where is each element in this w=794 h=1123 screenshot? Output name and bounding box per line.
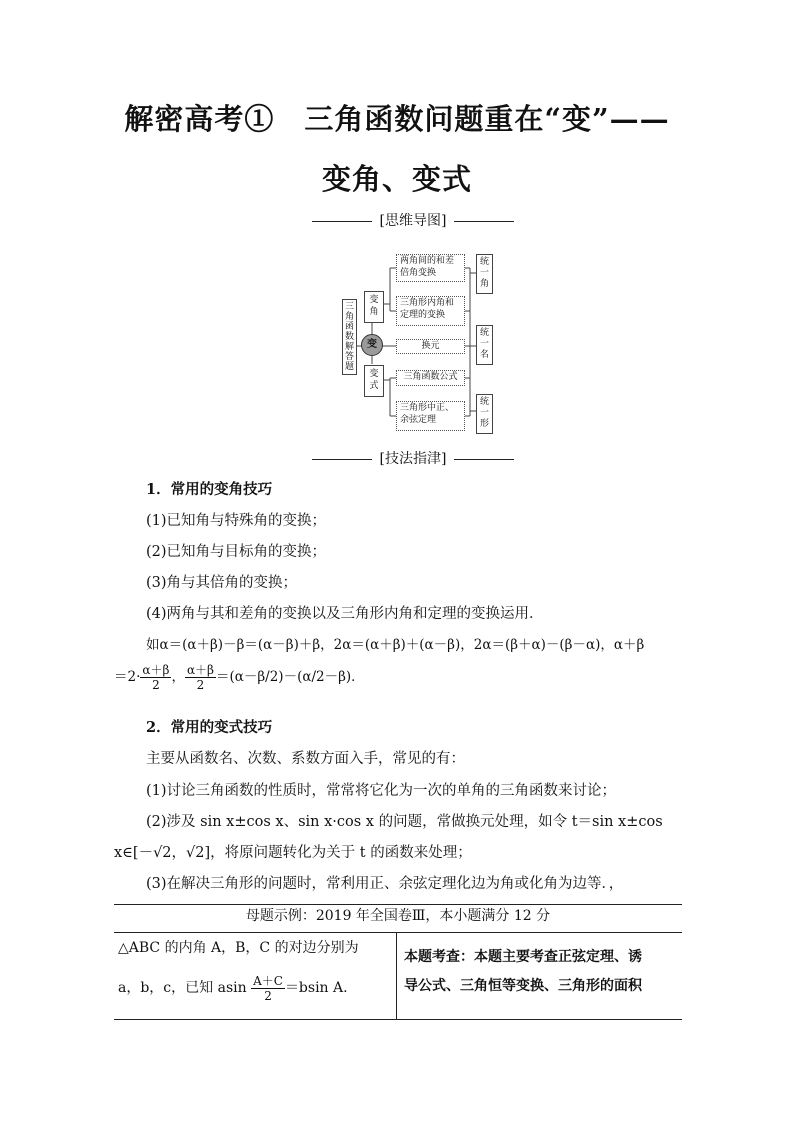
heading-angle-techniques: 1．常用的变角技巧 — [146, 481, 273, 498]
mind-map-node-substitution: 换元 — [396, 339, 465, 354]
section-techniques-label: [技法指津] — [379, 451, 447, 467]
mind-map-bian-jiao: 变 角 — [364, 291, 384, 323]
table-right-line1: 本题考查：本题主要考查正弦定理、诱 — [404, 949, 642, 965]
paragraph: (2)已知角与目标角的变换； — [146, 544, 327, 560]
table-left-line1: △ABC 的内角 A，B，C 的对边分别为 — [118, 940, 359, 956]
paragraph: (4)两角与其和差角的变换以及三角形内角和定理的变换运用． — [146, 606, 544, 622]
mind-map-root: 三 角 函 数 解 答 题 — [342, 299, 357, 375]
table-left-line2: a，b，c，已知 asin $\frac{A+C}{2}$ ＝bsin A. — [118, 973, 348, 1003]
mind-map-unify-angle: 统 一 角 — [476, 254, 493, 294]
paragraph: x∈[－√2，√2]，将原问题转化为关于 t 的函数来处理； — [114, 845, 472, 861]
section-mindmap-header — [312, 212, 514, 232]
heading-form-techniques: 2．常用的变式技巧 — [146, 719, 273, 736]
table-divider — [396, 932, 397, 1019]
mind-map-node-sine-cosine-law: 三角形中正、 余弦定理 — [396, 401, 465, 431]
table-header: 母题示例：2019 年全国卷Ⅲ，本小题满分 12 分 — [245, 908, 551, 924]
mind-map-node-sum-diff: 两角间的和差 倍角变换 — [396, 254, 465, 282]
paragraph: (3)角与其倍角的变换； — [146, 575, 298, 591]
paragraph: (3)在解决三角形的问题时，常利用正、余弦定理化边为角或化角为边等．， — [146, 876, 624, 892]
page-title-line1: 解密高考① 三角函数问题重在“变”—— — [124, 102, 670, 136]
mind-map-center: 变 — [361, 334, 383, 356]
paragraph: (1)已知角与特殊角的变换； — [146, 513, 327, 529]
formula-line: 如α＝(α＋β)－β＝(α－β)＋β，2α＝(α＋β)＋(α－β)，2α＝(β＋α)－(β－α)，α＋β — [146, 637, 645, 653]
paragraph: (2)涉及 sin x±cos x、sin x·cos x 的问题，常做换元处理，如令 t＝sin x±cos — [146, 814, 663, 830]
mind-map-unify-name: 统 一 名 — [476, 325, 493, 365]
section-mindmap-label: [思维导图] — [379, 213, 447, 229]
mind-map-node-trig-formula: 三角函数公式 — [396, 370, 465, 386]
table-bottom-border — [114, 1019, 682, 1020]
mind-map-bian-shi: 变 式 — [364, 365, 384, 397]
section-techniques-header — [312, 450, 514, 470]
table-header-border — [114, 932, 682, 933]
mind-map — [338, 251, 498, 437]
mind-map-node-triangle-angle: 三角形内角和 定理的变换 — [396, 296, 465, 326]
mind-map-unify-form: 统 一 形 — [476, 394, 493, 434]
paragraph: 主要从函数名、次数、系数方面入手，常见的有： — [146, 751, 465, 767]
formula-line-2: ＝2· $\frac{\alpha+\beta}{2}$ ， $\frac{\alpha+\beta}{2}$ ＝(α－β/2)－(α/2－β)． — [114, 663, 365, 692]
paragraph: (1)讨论三角函数的性质时，常常将它化为一次的单角的三角函数来讨论； — [146, 783, 617, 799]
table-right-line2: 导公式、三角恒等变换、三角形的面积 — [404, 978, 642, 994]
page-title-line2: 变角、变式 — [321, 162, 472, 196]
table-top-border — [114, 904, 682, 905]
